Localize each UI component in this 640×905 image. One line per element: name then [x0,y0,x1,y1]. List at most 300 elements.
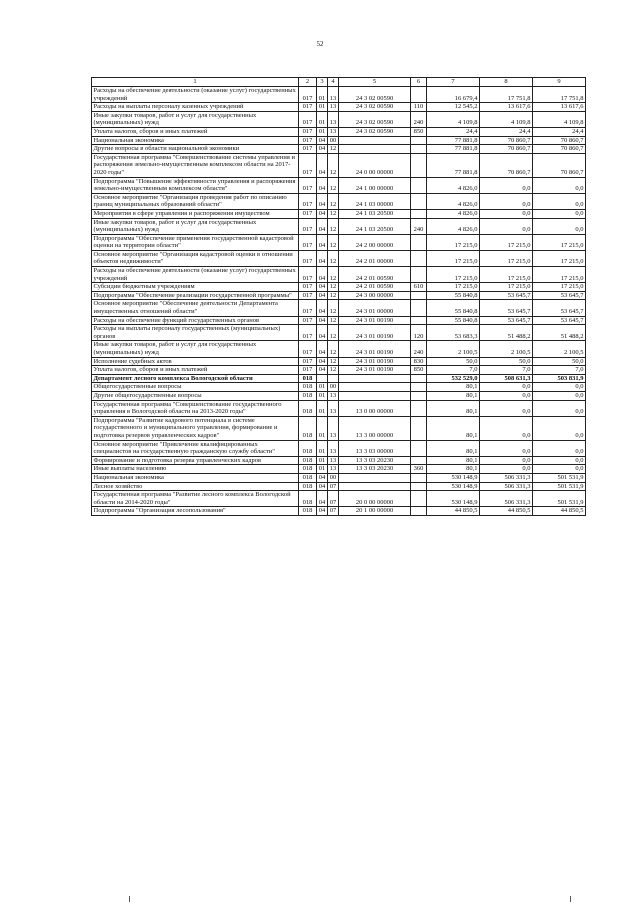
target-article-code: 13 3 03 00000 [339,440,411,456]
subsection-code: 07 [328,491,339,507]
target-article-code: 24 3 02 00590 [339,87,411,103]
subsection-code: 12 [328,218,339,234]
subsection-code: 12 [328,153,339,177]
section-code: 04 [317,267,328,283]
table-row [92,440,586,456]
ministry-code: 017 [299,145,317,154]
subsection-code: 12 [328,267,339,283]
section-code: 04 [317,316,328,325]
expense-type-code [411,507,427,516]
amount-col-8: 0,0 [480,465,533,474]
amount-col-7: 4 826,0 [427,177,480,193]
target-article-code: 24 3 01 00190 [339,341,411,357]
amount-col-9: 17 215,0 [533,267,586,283]
ministry-code: 017 [299,218,317,234]
amount-col-7: 530 148,9 [427,473,480,482]
table-row [92,209,586,218]
amount-col-7: 532 529,0 [427,374,480,383]
section-code: 04 [317,341,328,357]
target-article-code: 24 2 01 00590 [339,283,411,292]
amount-col-9: 0,0 [533,218,586,234]
amount-col-7: 53 683,3 [427,325,480,341]
target-article-code: 24 3 02 00590 [339,111,411,127]
row-name: Формирование и подготовка резерва управленческих кадров [92,456,299,465]
amount-col-8: 0,0 [480,177,533,193]
target-article-code: 13 3 00 00000 [339,416,411,440]
expense-type-code [411,456,427,465]
subsection-code: 12 [328,291,339,300]
section-code: 04 [317,291,328,300]
amount-col-7: 44 850,5 [427,507,480,516]
section-code: 04 [317,507,328,516]
subsection-code: 07 [328,507,339,516]
table-row [92,316,586,325]
ministry-code: 018 [299,383,317,392]
scan-mark [129,896,130,902]
row-name: Департамент лесного комплекса Вологодской области [92,374,299,383]
amount-col-8: 2 100,5 [480,341,533,357]
row-name: Основное мероприятие "Привлечение квалифицированных специалистов на государственную гражданскую службу области" [92,440,299,456]
amount-col-8: 506 331,3 [480,482,533,491]
target-article-code: 13 3 03 20230 [339,456,411,465]
row-name: Расходы на выплаты персоналу казенных учреждений [92,103,299,112]
ministry-code: 017 [299,136,317,145]
table-row [92,473,586,482]
amount-col-8: 7,0 [480,366,533,375]
ministry-code: 017 [299,366,317,375]
expense-type-code: 240 [411,111,427,127]
expense-type-code: 830 [411,357,427,366]
ministry-code: 018 [299,374,317,383]
amount-col-7: 4 826,0 [427,209,480,218]
amount-col-8: 13 617,6 [480,103,533,112]
section-code: 04 [317,325,328,341]
expense-type-code [411,234,427,250]
amount-col-8: 0,0 [480,416,533,440]
amount-col-9: 70 860,7 [533,153,586,177]
amount-col-8: 0,0 [480,383,533,392]
amount-col-7: 80,1 [427,383,480,392]
expense-type-code [411,153,427,177]
subsection-code: 00 [328,383,339,392]
expense-type-code [411,473,427,482]
table-row [92,416,586,440]
amount-col-7: 530 148,9 [427,482,480,491]
ministry-code: 017 [299,234,317,250]
expense-type-code: 610 [411,283,427,292]
target-article-code: 24 3 02 00590 [339,103,411,112]
ministry-code: 018 [299,491,317,507]
expense-type-code: 850 [411,366,427,375]
row-name: Государственная программа "Развитие лесного комплекса Вологодской области на 2014-2020 годы" [92,491,299,507]
target-article-code [339,391,411,400]
amount-col-7: 7,0 [427,366,480,375]
subsection-code: 00 [328,473,339,482]
table-row [92,341,586,357]
target-article-code [339,473,411,482]
row-name: Расходы на обеспечение функций государственных органов [92,316,299,325]
section-code: 04 [317,250,328,266]
expense-type-code: 120 [411,325,427,341]
table-row [92,391,586,400]
table-row [92,127,586,136]
amount-col-9: 70 860,7 [533,136,586,145]
target-article-code: 24 3 01 00190 [339,366,411,375]
target-article-code: 24 3 00 00000 [339,291,411,300]
target-article-code [339,374,411,383]
amount-col-8: 51 488,2 [480,325,533,341]
table-row [92,383,586,392]
subsection-code: 12 [328,341,339,357]
ministry-code: 017 [299,250,317,266]
table-row [92,325,586,341]
target-article-code [339,383,411,392]
amount-col-9: 17 215,0 [533,250,586,266]
row-name: Другие общегосударственные вопросы [92,391,299,400]
section-code: 04 [317,136,328,145]
subsection-code [328,374,339,383]
subsection-code: 13 [328,87,339,103]
ministry-code: 017 [299,316,317,325]
column-header: 4 [328,78,339,87]
expense-type-code [411,209,427,218]
subsection-code: 13 [328,465,339,474]
column-header: 3 [317,78,328,87]
amount-col-7: 2 100,5 [427,341,480,357]
column-header: 6 [411,78,427,87]
amount-col-7: 77 881,8 [427,145,480,154]
amount-col-8: 0,0 [480,193,533,209]
table-row [92,400,586,416]
table-row [92,482,586,491]
amount-col-8: 0,0 [480,218,533,234]
amount-col-8: 506 331,3 [480,473,533,482]
target-article-code [339,145,411,154]
column-header: 8 [480,78,533,87]
ministry-code: 017 [299,300,317,316]
amount-col-7: 4 109,8 [427,111,480,127]
table-row [92,283,586,292]
section-code: 04 [317,209,328,218]
section-code: 04 [317,145,328,154]
section-code: 01 [317,391,328,400]
amount-col-9: 2 100,5 [533,341,586,357]
expense-type-code [411,177,427,193]
column-header: 5 [339,78,411,87]
subsection-code: 12 [328,300,339,316]
row-name: Другие вопросы в области национальной экономики [92,145,299,154]
expense-type-code: 110 [411,103,427,112]
amount-col-7: 530 148,9 [427,491,480,507]
ministry-code: 018 [299,473,317,482]
amount-col-7: 16 679,4 [427,87,480,103]
subsection-code: 13 [328,416,339,440]
table-header-row [92,78,586,87]
section-code: 01 [317,465,328,474]
row-name: Основное мероприятие "Организация проведения работ по описанию границ муниципальных образований области" [92,193,299,209]
target-article-code: 20 1 00 00000 [339,507,411,516]
section-code: 04 [317,473,328,482]
table-row [92,103,586,112]
amount-col-8: 506 331,3 [480,491,533,507]
expense-type-code [411,136,427,145]
target-article-code: 24 3 01 00190 [339,325,411,341]
target-article-code: 24 1 03 20500 [339,218,411,234]
target-article-code: 24 3 01 00190 [339,316,411,325]
ministry-code: 018 [299,391,317,400]
amount-col-8: 50,0 [480,357,533,366]
amount-col-7: 55 840,8 [427,316,480,325]
table-row [92,136,586,145]
section-code: 04 [317,482,328,491]
row-name: Общегосударственные вопросы [92,383,299,392]
ministry-code: 017 [299,325,317,341]
amount-col-9: 0,0 [533,383,586,392]
amount-col-8: 17 215,0 [480,267,533,283]
column-header: 9 [533,78,586,87]
scan-mark [570,896,571,902]
target-article-code: 24 1 00 00000 [339,177,411,193]
section-code: 04 [317,300,328,316]
amount-col-8: 70 860,7 [480,145,533,154]
amount-col-8: 17 215,0 [480,250,533,266]
subsection-code: 12 [328,357,339,366]
section-code: 04 [317,491,328,507]
table-row [92,374,586,383]
section-code: 04 [317,283,328,292]
row-name: Расходы на обеспечение деятельности (оказание услуг) государственных учреждений [92,267,299,283]
amount-col-8: 0,0 [480,209,533,218]
subsection-code: 00 [328,136,339,145]
expense-type-code [411,374,427,383]
column-header: 1 [92,78,299,87]
expense-type-code [411,482,427,491]
target-article-code [339,482,411,491]
subsection-code: 12 [328,250,339,266]
row-name: Государственная программа "Совершенствование государственного управления в Вологодской области на 2013-2020 годы" [92,400,299,416]
table-row [92,177,586,193]
target-article-code: 24 2 00 00000 [339,234,411,250]
row-name: Иные закупки товаров, работ и услуг для государственных (муниципальных) нужд [92,218,299,234]
expense-type-code: 850 [411,127,427,136]
amount-col-8: 53 645,7 [480,291,533,300]
amount-col-7: 4 826,0 [427,193,480,209]
ministry-code: 018 [299,400,317,416]
expense-type-code [411,145,427,154]
amount-col-9: 17 215,0 [533,234,586,250]
table-row [92,234,586,250]
target-article-code: 13 3 03 20230 [339,465,411,474]
amount-col-9: 4 109,8 [533,111,586,127]
section-code: 04 [317,357,328,366]
subsection-code: 12 [328,325,339,341]
ministry-code: 017 [299,291,317,300]
section-code: 04 [317,153,328,177]
table-body [92,87,586,516]
expense-type-code: 240 [411,341,427,357]
amount-col-8: 44 850,5 [480,507,533,516]
ministry-code: 017 [299,153,317,177]
amount-col-7: 77 881,8 [427,153,480,177]
ministry-code: 017 [299,341,317,357]
row-name: Уплата налогов, сборов и иных платежей [92,127,299,136]
row-name: Субсидии бюджетным учреждениям [92,283,299,292]
subsection-code: 12 [328,366,339,375]
amount-col-9: 0,0 [533,456,586,465]
amount-col-7: 17 215,0 [427,234,480,250]
amount-col-9: 17 751,8 [533,87,586,103]
table-row [92,87,586,103]
amount-col-8: 53 645,7 [480,316,533,325]
section-code: 04 [317,366,328,375]
amount-col-7: 77 881,8 [427,136,480,145]
amount-col-9: 0,0 [533,440,586,456]
table-row [92,456,586,465]
table-row [92,291,586,300]
row-name: Подпрограмма "Обеспечение реализации государственной программы" [92,291,299,300]
row-name: Иные закупки товаров, работ и услуг для государственных (муниципальных) нужд [92,341,299,357]
table-row [92,491,586,507]
amount-col-8: 0,0 [480,400,533,416]
amount-col-9: 51 488,2 [533,325,586,341]
section-code: 04 [317,177,328,193]
expense-type-code [411,440,427,456]
subsection-code: 13 [328,456,339,465]
subsection-code: 07 [328,482,339,491]
section-code: 01 [317,127,328,136]
target-article-code: 24 3 02 00590 [339,127,411,136]
row-name: Мероприятия в сфере управления и распоряжения имуществом [92,209,299,218]
section-code: 01 [317,87,328,103]
section-code: 01 [317,400,328,416]
amount-col-9: 70 860,7 [533,145,586,154]
table-row [92,250,586,266]
table-row [92,193,586,209]
row-name: Лесное хозяйство [92,482,299,491]
section-code: 01 [317,456,328,465]
table-row [92,366,586,375]
amount-col-8: 17 751,8 [480,87,533,103]
row-name: Национальная экономика [92,136,299,145]
amount-col-9: 53 645,7 [533,291,586,300]
subsection-code: 12 [328,177,339,193]
subsection-code: 13 [328,111,339,127]
page-number: 52 [316,40,324,48]
amount-col-9: 0,0 [533,391,586,400]
row-name: Иные закупки товаров, работ и услуг для государственных (муниципальных) нужд [92,111,299,127]
amount-col-8: 70 860,7 [480,153,533,177]
row-name: Расходы на обеспечение деятельности (оказание услуг) государственных учреждений [92,87,299,103]
row-name: Уплата налогов, сборов и иных платежей [92,366,299,375]
amount-col-9: 501 531,9 [533,482,586,491]
subsection-code: 13 [328,440,339,456]
table-row [92,218,586,234]
ministry-code: 018 [299,507,317,516]
ministry-code: 017 [299,127,317,136]
ministry-code: 018 [299,482,317,491]
amount-col-9: 0,0 [533,209,586,218]
amount-col-7: 17 215,0 [427,250,480,266]
amount-col-7: 80,1 [427,465,480,474]
subsection-code: 12 [328,209,339,218]
table-row [92,267,586,283]
ministry-code: 018 [299,465,317,474]
amount-col-7: 55 840,8 [427,300,480,316]
amount-col-9: 17 215,0 [533,283,586,292]
row-name: Расходы на выплаты персоналу государственных (муниципальных) органов [92,325,299,341]
subsection-code: 12 [328,234,339,250]
amount-col-8: 508 631,3 [480,374,533,383]
subsection-code: 13 [328,391,339,400]
amount-col-7: 50,0 [427,357,480,366]
column-header: 2 [299,78,317,87]
ministry-code: 017 [299,177,317,193]
amount-col-9: 50,0 [533,357,586,366]
row-name: Подпрограмма "Обеспечение применения государственной кадастровой оценки на территории области" [92,234,299,250]
expense-type-code [411,291,427,300]
ministry-code: 017 [299,193,317,209]
amount-col-9: 7,0 [533,366,586,375]
ministry-code: 017 [299,87,317,103]
amount-col-8: 0,0 [480,391,533,400]
section-code: 01 [317,383,328,392]
amount-col-7: 12 545,2 [427,103,480,112]
expense-type-code [411,87,427,103]
section-code [317,374,328,383]
target-article-code: 24 3 01 00190 [339,357,411,366]
ministry-code: 018 [299,440,317,456]
row-name: Национальная экономика [92,473,299,482]
table-row [92,357,586,366]
ministry-code: 017 [299,357,317,366]
expense-type-code [411,300,427,316]
target-article-code [339,136,411,145]
amount-col-7: 80,1 [427,416,480,440]
section-code: 01 [317,416,328,440]
amount-col-9: 0,0 [533,400,586,416]
expense-type-code [411,316,427,325]
subsection-code: 13 [328,127,339,136]
target-article-code: 24 2 01 00000 [339,250,411,266]
amount-col-9: 53 645,7 [533,300,586,316]
row-name: Государственная программа "Совершенствование системы управления и распоряжения земельно-имущественным комплексом области на 2017-2020 годы" [92,153,299,177]
row-name: Основное мероприятие "Обеспечение деятельности Департамента имущественных отношений области" [92,300,299,316]
amount-col-8: 17 215,0 [480,234,533,250]
amount-col-9: 24,4 [533,127,586,136]
amount-col-8: 53 645,7 [480,300,533,316]
ministry-code: 018 [299,416,317,440]
amount-col-7: 24,4 [427,127,480,136]
subsection-code: 12 [328,193,339,209]
expense-type-code [411,267,427,283]
subsection-code: 12 [328,283,339,292]
section-code: 04 [317,218,328,234]
expense-type-code: 360 [411,465,427,474]
section-code: 04 [317,234,328,250]
amount-col-7: 80,1 [427,456,480,465]
target-article-code: 24 3 01 00000 [339,300,411,316]
table-row [92,153,586,177]
ministry-code: 018 [299,456,317,465]
subsection-code: 13 [328,400,339,416]
subsection-code: 12 [328,145,339,154]
ministry-code: 017 [299,267,317,283]
expense-type-code [411,391,427,400]
amount-col-8: 0,0 [480,456,533,465]
row-name: Исполнение судебных актов [92,357,299,366]
amount-col-9: 44 850,5 [533,507,586,516]
amount-col-9: 0,0 [533,465,586,474]
